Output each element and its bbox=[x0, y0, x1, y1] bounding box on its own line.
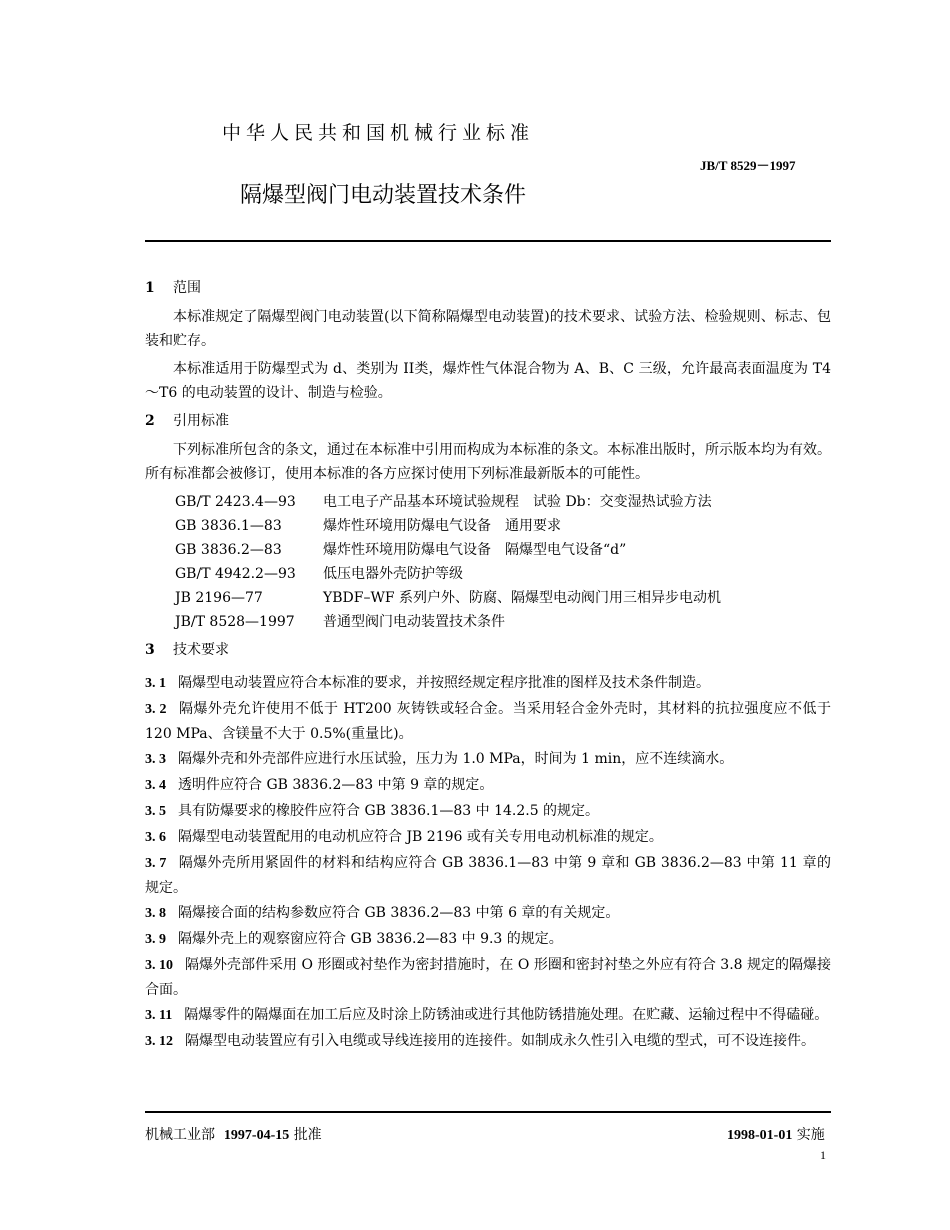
clause-text: 隔爆外壳所用紧固件的材料和结构应符合 GB 3836.1—83 中第 9 章和 GB 3836.2—83 中第 11 章的规定。 bbox=[145, 855, 831, 896]
clause-item bbox=[145, 1003, 831, 1028]
clause-item bbox=[145, 773, 831, 798]
document-body bbox=[145, 276, 831, 1055]
section-title: 引用标准 bbox=[173, 413, 229, 429]
paragraph: 下列标准所包含的条文，通过在本标准中引用而构成为本标准的条文。本标准出版时，所示版本均为有效。所有标准都会被修订，使用本标准的各方应探讨使用下列标准最新版本的可能性。 bbox=[145, 442, 831, 482]
clause-text: 具有防爆要求的橡胶件应符合 GB 3836.1—83 中 14.2.5 的规定。 bbox=[178, 803, 600, 819]
clause-number: 3. 10 bbox=[145, 958, 174, 973]
footer-divider bbox=[145, 1111, 831, 1113]
section-number: 3 bbox=[145, 642, 155, 658]
clause-number: 3. 1 bbox=[145, 676, 166, 691]
clause-item bbox=[145, 697, 831, 746]
approval-info bbox=[145, 1124, 322, 1144]
section-title: 范围 bbox=[173, 280, 201, 296]
effective-info bbox=[727, 1124, 825, 1144]
clause-number: 3. 7 bbox=[145, 856, 167, 871]
reference-code: GB/T 4942.2—93 bbox=[175, 566, 296, 582]
clause-text: 隔爆外壳允许使用不低于 HT200 灰铸铁或轻合金。当采用轻合金外壳时，其材料的抗拉强度应不低于 120 MPa、含镁量不大于 0.5%(重量比)。 bbox=[145, 701, 831, 742]
clause-item bbox=[145, 799, 831, 824]
effective-date: 1998-01-01 bbox=[727, 1128, 793, 1143]
clause-text: 隔爆零件的隔爆面在加工后应及时涂上防锈油或进行其他防锈措施处理。在贮藏、运输过程中不得磕碰。 bbox=[184, 1007, 829, 1023]
clause-number: 3. 12 bbox=[145, 1034, 173, 1049]
reference-code: GB 3836.2—83 bbox=[175, 542, 282, 558]
clause-text: 隔爆型电动装置配用的电动机应符合 JB 2196 或有关专用电动机标准的规定。 bbox=[178, 829, 663, 845]
reference-item bbox=[145, 562, 831, 586]
section-number: 1 bbox=[145, 280, 155, 296]
reference-name: 爆炸性环境用防爆电气设备 隔爆型电气设备“d” bbox=[323, 542, 627, 558]
section-heading bbox=[145, 638, 831, 662]
clause-item bbox=[145, 747, 831, 772]
clause-item bbox=[145, 1029, 831, 1054]
document-title: 隔爆型阀门电动装置技术条件 bbox=[240, 183, 527, 208]
reference-name: 电工电子产品基本环境试验规程 试验 Db：交变湿热试验方法 bbox=[323, 494, 712, 510]
effective-label: 实施 bbox=[796, 1127, 825, 1143]
page-number: 1 bbox=[820, 1148, 826, 1162]
issuer: 机械工业部 bbox=[145, 1127, 215, 1143]
clause-text: 隔爆外壳和外壳部件应进行水压试验，压力为 1.0 MPa，时间为 1 min，应不连续滴水。 bbox=[178, 751, 734, 767]
reference-item bbox=[145, 538, 831, 562]
approve-date: 1997-04-15 bbox=[223, 1128, 290, 1143]
clause-item bbox=[145, 671, 831, 696]
approve-label: 批准 bbox=[293, 1127, 322, 1143]
clause-number: 3. 5 bbox=[145, 804, 166, 819]
reference-name: 普通型阀门电动装置技术条件 bbox=[323, 614, 505, 630]
section-heading bbox=[145, 276, 831, 300]
reference-list bbox=[145, 490, 831, 634]
paragraph: 本标准适用于防爆型式为 d、类别为 II类，爆炸性气体混合物为 A、B、C 三级，允许最高表面温度为 T4～T6 的电动装置的设计、制造与检验。 bbox=[145, 361, 831, 401]
clause-item bbox=[145, 825, 831, 850]
clause-item bbox=[145, 927, 831, 952]
standard-number: JB/T 8529－1997 bbox=[700, 158, 796, 173]
title-divider bbox=[145, 240, 831, 242]
clause-text: 隔爆接合面的结构参数应符合 GB 3836.2—83 中第 6 章的有关规定。 bbox=[178, 905, 620, 921]
reference-item bbox=[145, 490, 831, 514]
clause-number: 3. 3 bbox=[145, 752, 166, 767]
clause-item bbox=[145, 901, 831, 926]
section-heading bbox=[145, 409, 831, 433]
section-number: 2 bbox=[145, 413, 155, 429]
reference-name: YBDF–WF 系列户外、防腐、隔爆型电动阀门用三相异步电动机 bbox=[323, 590, 722, 606]
clause-text: 隔爆型电动装置应有引入电缆或导线连接用的连接件。如制成永久性引入电缆的型式，可不设连接件。 bbox=[185, 1033, 815, 1049]
reference-item bbox=[145, 586, 831, 610]
reference-code: JB/T 8528—1997 bbox=[175, 614, 295, 630]
clause-item bbox=[145, 851, 831, 900]
clause-number: 3. 4 bbox=[145, 778, 166, 793]
reference-code: JB 2196—77 bbox=[175, 590, 263, 606]
clause-text: 隔爆型电动装置应符合本标准的要求，并按照经规定程序批准的图样及技术条件制造。 bbox=[178, 675, 710, 691]
reference-code: GB 3836.1—83 bbox=[175, 518, 282, 534]
clause-number: 3. 2 bbox=[145, 702, 167, 717]
clause-text: 隔爆外壳部件采用 O 形圈或衬垫作为密封措施时，在 O 形圈和密封衬垫之外应有符合 3.8 规定的隔爆接合面。 bbox=[145, 957, 832, 998]
reference-code: GB/T 2423.4—93 bbox=[175, 494, 296, 510]
reference-name: 爆炸性环境用防爆电气设备 通用要求 bbox=[323, 518, 561, 534]
clause-number: 3. 9 bbox=[145, 932, 166, 947]
standard-header: 中华人民共和国机械行业标准 bbox=[222, 122, 535, 144]
reference-item bbox=[145, 514, 831, 538]
clause-text: 隔爆外壳上的观察窗应符合 GB 3836.2—83 中 9.3 的规定。 bbox=[178, 931, 563, 947]
reference-name: 低压电器外壳防护等级 bbox=[323, 566, 463, 582]
clause-text: 透明件应符合 GB 3836.2—83 中第 9 章的规定。 bbox=[178, 777, 494, 793]
clause-number: 3. 11 bbox=[145, 1008, 173, 1023]
section-title: 技术要求 bbox=[173, 642, 229, 658]
clause-item bbox=[145, 953, 831, 1002]
clause-number: 3. 8 bbox=[145, 906, 166, 921]
clause-number: 3. 6 bbox=[145, 830, 166, 845]
reference-item bbox=[145, 610, 831, 634]
paragraph: 本标准规定了隔爆型阀门电动装置(以下简称隔爆型电动装置)的技术要求、试验方法、检验规则、标志、包装和贮存。 bbox=[145, 309, 831, 349]
